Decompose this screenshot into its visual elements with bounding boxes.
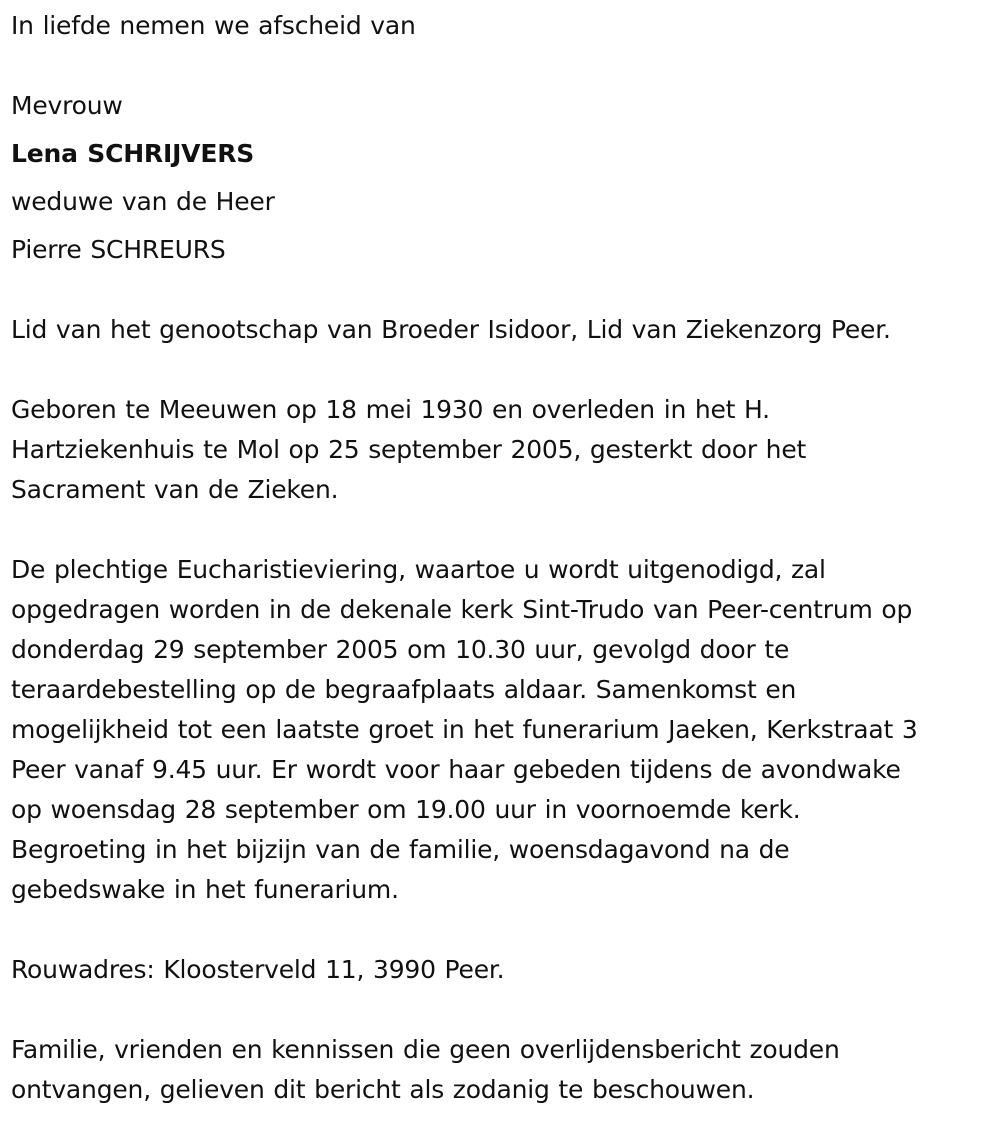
paragraph-line: Hartziekenhuis te Mol op 25 september 2005, gesterkt door het: [11, 435, 807, 464]
title-prefix-text: Mevrouw: [11, 91, 123, 120]
paragraph-line: op woensdag 28 september om 19.00 uur in voornoemde kerk.: [11, 795, 801, 824]
address-line: [11, 950, 996, 990]
paragraph-line: teraardebestelling op de begraafplaats aldaar. Samenkomst en: [11, 675, 797, 704]
paragraph-line: mogelijkheid tot een laatste groet in het funerarium Jaeken, Kerkstraat 3: [11, 715, 918, 744]
paragraph-line: Sacrament van de Zieken.: [11, 475, 339, 504]
spouse-name-text: Pierre SCHREURS: [11, 235, 226, 264]
closing-paragraph: [11, 1030, 996, 1110]
paragraph-line: Peer vanaf 9.45 uur. Er wordt voor haar gebeden tijdens de avondwake: [11, 755, 901, 784]
paragraph-line: ontvangen, gelieven dit bericht als zodanig te beschouwen.: [11, 1075, 755, 1104]
paragraph-line: Begroeting in het bijzijn van de familie, woensdagavond na de: [11, 835, 790, 864]
paragraph-line: opgedragen worden in de dekenale kerk Sint-Trudo van Peer-centrum op: [11, 595, 913, 624]
deceased-name-text: Lena SCHRIJVERS: [11, 139, 255, 168]
relation-line: [11, 182, 996, 222]
title-prefix: [11, 86, 996, 126]
ceremony-paragraph: [11, 550, 996, 910]
birth-death-paragraph: [11, 390, 996, 510]
membership-line: [11, 310, 996, 350]
paragraph-line: gebedswake in het funerarium.: [11, 875, 399, 904]
paragraph-line: De plechtige Eucharistieviering, waartoe u wordt uitgenodigd, zal: [11, 555, 826, 584]
paragraph-line: donderdag 29 september 2005 om 10.30 uur, gevolgd door te: [11, 635, 790, 664]
paragraph-line: Geboren te Meeuwen op 18 mei 1930 en overleden in het H.: [11, 395, 770, 424]
address-text: Rouwadres: Kloosterveld 11, 3990 Peer.: [11, 955, 505, 984]
paragraph-line: Familie, vrienden en kennissen die geen overlijdensbericht zouden: [11, 1035, 840, 1064]
membership-text: Lid van het genootschap van Broeder Isidoor, Lid van Ziekenzorg Peer.: [11, 315, 891, 344]
relation-text: weduwe van de Heer: [11, 187, 275, 216]
deceased-name: [11, 134, 996, 174]
opening-text: In liefde nemen we afscheid van: [11, 11, 416, 40]
opening-line: [11, 6, 996, 46]
spouse-name: [11, 230, 996, 270]
